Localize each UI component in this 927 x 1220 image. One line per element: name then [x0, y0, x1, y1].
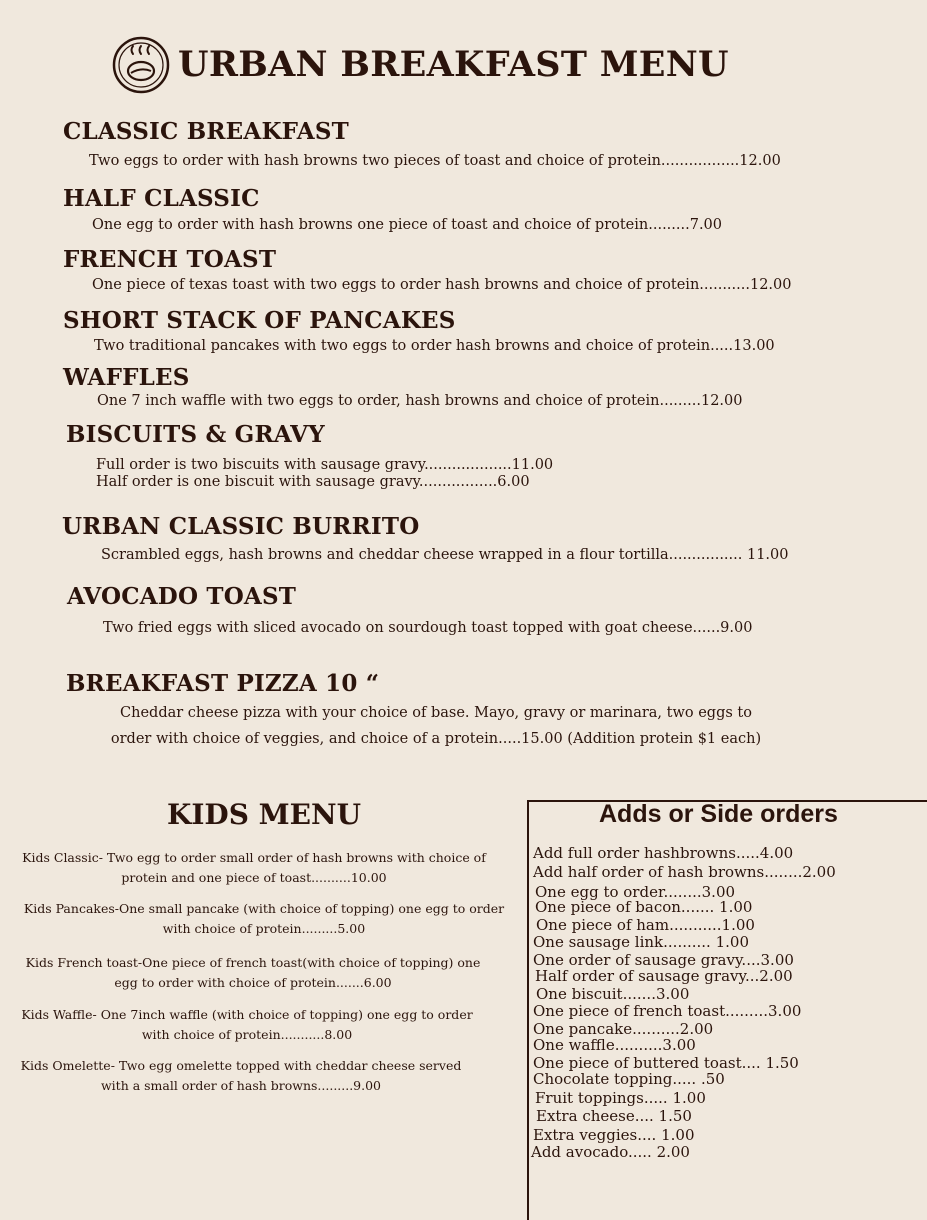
- item-desc-half-classic: One egg to order with hash browns one piece of toast and choice of protein.........7.00: [92, 217, 723, 233]
- kids-item-classic-line1: Kids Classic- Two egg to order small order of hash browns with choice of: [22, 850, 486, 865]
- add-item: Half order of sausage gravy...2.00: [535, 967, 793, 985]
- category-biscuits-gravy: BISCUITS & GRAVY: [66, 421, 325, 448]
- category-urban-burrito: URBAN CLASSIC BURRITO: [62, 513, 420, 540]
- kids-item-waffle-line2: with choice of protein...........8.00: [141, 1027, 353, 1042]
- steaming-coffee-bean-icon: [112, 36, 170, 94]
- item-desc-classic-breakfast: Two eggs to order with hash browns two pieces of toast and choice of protein.................12.00: [89, 153, 781, 169]
- add-item: One pancake..........2.00: [533, 1020, 714, 1038]
- item-desc-pizza-line1: Cheddar cheese pizza with your choice of base. Mayo, gravy or marinara, two eggs to: [120, 705, 752, 721]
- add-item: One piece of bacon....... 1.00: [535, 898, 753, 916]
- add-item: One piece of french toast.........3.00: [533, 1002, 802, 1020]
- category-breakfast-pizza: BREAKFAST PIZZA 10 “: [66, 670, 380, 697]
- item-desc-waffles: One 7 inch waffle with two eggs to order, hash browns and choice of protein.........12.00: [97, 393, 743, 409]
- add-item: Fruit toppings..... 1.00: [535, 1089, 706, 1107]
- add-item: One piece of buttered toast.... 1.50: [533, 1054, 799, 1072]
- category-waffles: WAFFLES: [63, 364, 190, 391]
- add-item: One biscuit.......3.00: [536, 985, 690, 1003]
- kids-item-pancakes-line1: Kids Pancakes-One small pancake (with choice of topping) one egg to order: [23, 901, 505, 916]
- adds-title: Adds or Side orders: [599, 800, 838, 828]
- kids-menu-title: KIDS MENU: [167, 798, 362, 831]
- add-item: Add full order hashbrowns.....4.00: [533, 844, 794, 862]
- add-item: Add avocado..... 2.00: [531, 1143, 690, 1161]
- item-desc-pizza-line2: order with choice of veggies, and choice of a protein.....15.00 (Addition protein $1 each): [110, 731, 762, 747]
- add-item: Extra veggies.... 1.00: [533, 1126, 695, 1144]
- kids-item-pancakes-line2: with choice of protein.........5.00: [162, 921, 366, 936]
- kids-item-french-toast-line1: Kids French toast-One piece of french toast(with choice of topping) one: [25, 955, 481, 970]
- kids-item-omelette-line2: with a small order of hash browns.........9.00: [100, 1078, 382, 1093]
- add-item: One piece of ham...........1.00: [536, 916, 755, 934]
- add-item: Add half order of hash browns........2.00: [533, 863, 836, 881]
- add-item: One sausage link.......... 1.00: [533, 933, 749, 951]
- add-item: Extra cheese.... 1.50: [536, 1107, 692, 1125]
- category-french-toast: FRENCH TOAST: [63, 246, 277, 273]
- category-classic-breakfast: CLASSIC BREAKFAST: [63, 118, 349, 145]
- kids-item-omelette-line1: Kids Omelette- Two egg omelette topped with cheddar cheese served: [20, 1058, 462, 1073]
- item-desc-biscuits-half: Half order is one biscuit with sausage gravy.................6.00: [96, 474, 530, 490]
- category-avocado-toast: AVOCADO TOAST: [67, 583, 297, 610]
- add-item: One order of sausage gravy....3.00: [533, 951, 794, 969]
- kids-item-waffle-line1: Kids Waffle- One 7inch waffle (with choice of topping) one egg to order: [21, 1007, 473, 1022]
- kids-item-classic-line2: protein and one piece of toast..........10.00: [121, 870, 387, 885]
- item-desc-french-toast: One piece of texas toast with two eggs to order hash browns and choice of protein...........12.00: [92, 277, 792, 293]
- menu-title: URBAN BREAKFAST MENU: [178, 44, 729, 85]
- category-half-classic: HALF CLASSIC: [63, 185, 260, 212]
- item-desc-biscuits-full: Full order is two biscuits with sausage gravy...................11.00: [96, 457, 554, 473]
- item-desc-avocado-toast: Two fried eggs with sliced avocado on sourdough toast topped with goat cheese......9.00: [103, 620, 753, 636]
- item-desc-urban-burrito: Scrambled eggs, hash browns and cheddar cheese wrapped in a flour tortilla................ 11.00: [101, 547, 789, 563]
- add-item: One egg to order........3.00: [535, 883, 736, 901]
- add-item: One waffle..........3.00: [533, 1036, 696, 1054]
- kids-item-french-toast-line2: egg to order with choice of protein.......6.00: [114, 975, 392, 990]
- add-item: Chocolate topping..... .50: [533, 1070, 725, 1088]
- category-short-stack: SHORT STACK OF PANCAKES: [63, 307, 456, 334]
- item-desc-short-stack: Two traditional pancakes with two eggs to order hash browns and choice of protein.....13.00: [94, 338, 775, 354]
